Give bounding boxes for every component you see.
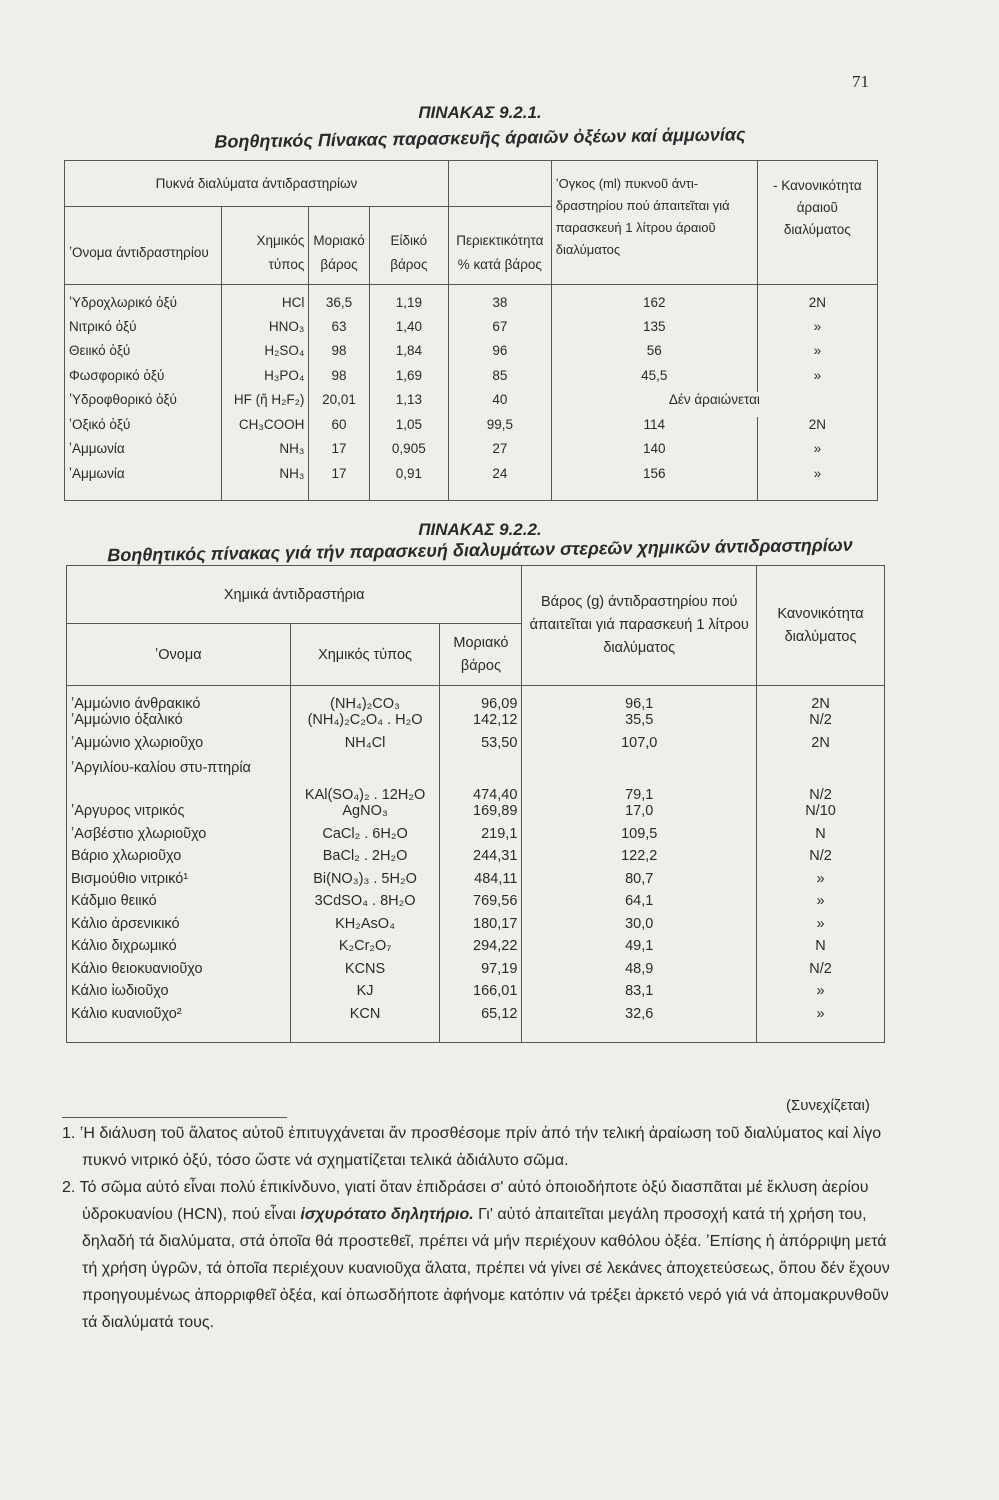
footnote-1: 1. ʽΗ διάλυση τοῦ ἅλατος αὐτοῦ ἐπιτυγχάνεται ἄν προσθέσομε πρίν ἀπό τήν τελική ἀραίωση τοῦ διαλύματος καί λίγο πυκνό νιτρικό ὀξύ, τόσο ὥστε νά σχηματίζεται τελικά ἀδιάλυτο σῶμα. [62, 1125, 882, 1169]
table-row [67, 686, 885, 713]
cell-normality: N/2 [757, 848, 885, 871]
cell-name: ʼΑσβέστιο χλωριοῦχο [67, 826, 291, 849]
cell-molar-weight: 474,40 [440, 757, 522, 803]
cell-name: Κάδμιο θειικό [67, 893, 291, 916]
cell-normality: N [757, 826, 885, 849]
footnote-2-emphasis: ἰσχυρότατο δηλητήριο. [300, 1206, 474, 1223]
cell-molar-weight: 484,11 [440, 871, 522, 894]
cell-specific-weight: 1,84 [369, 343, 448, 368]
cell-formula: K₂Cr₂O₇ [290, 938, 440, 961]
cell-name: Βάριο χλωριοῦχο [67, 848, 291, 871]
cell-name: Θειικό ὀξύ [65, 343, 222, 368]
table1 [64, 160, 878, 501]
cell-normality: N [757, 938, 885, 961]
table-row [67, 938, 885, 961]
spacer-cell [757, 1028, 885, 1042]
table1-group-header: Πυκνά διαλύματα άντιδραστηρίων [65, 161, 449, 207]
cell-content: 27 [448, 441, 551, 466]
cell-normality: » [757, 319, 877, 344]
cell-normality: » [757, 441, 877, 466]
table2-title: Βοηθητικός πίνακας γιά τήν παρασκευή διαλυμάτων στερεῶν χημικῶν άντιδραστηρίων [107, 534, 853, 566]
cell-name: Φωσφορικό ὀξύ [65, 368, 222, 393]
cell-formula: H₂SO₄ [221, 343, 309, 368]
footnote-2-text-a: 2. Τό σῶμα αὐτό εἶναι πολύ ἐπικίνδυνο, γιατί ὅταν ἐπιδράσει σ' αὐτό ὁποιοδήποτε ὀξύ διασπᾶται μέ ἔκλυση ἀερίου ὑδροκυανίου (HCN), πού εἶναι [62, 1179, 869, 1223]
cell-formula: NH₃ [221, 466, 309, 491]
cell-volume: 45,5 [551, 368, 757, 393]
cell-weight: 96,1 [522, 686, 757, 713]
table-row [67, 735, 885, 758]
cell-specific-weight: 1,19 [369, 285, 448, 319]
cell-formula: (NH₄)₂CO₃ [290, 686, 440, 713]
cell-normality: 2N [757, 417, 877, 442]
cell-normality: » [757, 466, 877, 491]
cell-molar-weight: 142,12 [440, 712, 522, 735]
table1-header-name: ʽΟνομα άντιδραστηρίου [65, 207, 222, 285]
cell-name: ʼΑμμώνιο χλωριοῦχο [67, 735, 291, 758]
cell-weight: 49,1 [522, 938, 757, 961]
cell-formula: KH₂AsO₄ [290, 916, 440, 939]
cell-normality: 2N [757, 686, 885, 713]
cell-molar-weight: 63 [309, 319, 369, 344]
table2-header-normality: Κανονικότητα διαλύματος [757, 566, 885, 686]
cell-name: Κάλιο ἰωδιοῦχο [67, 983, 291, 1006]
cell-name: ʼΑμμώνιο ὀξαλικό [67, 712, 291, 735]
cell-weight: 17,0 [522, 803, 757, 826]
cell-name: Νιτρικό ὀξύ [65, 319, 222, 344]
spacer-cell [290, 1028, 440, 1042]
table-row [67, 916, 885, 939]
cell-weight: 30,0 [522, 916, 757, 939]
cell-specific-weight: 0,905 [369, 441, 448, 466]
spacer-cell [65, 490, 222, 500]
cell-weight: 107,0 [522, 735, 757, 758]
cell-molar-weight: 17 [309, 441, 369, 466]
table-row [65, 319, 878, 344]
cell-molar-weight: 166,01 [440, 983, 522, 1006]
cell-volume: 114 [551, 417, 757, 442]
cell-molar-weight: 97,19 [440, 961, 522, 984]
table-row [67, 757, 885, 803]
cell-name: ʼΑμμώνιο άνθρακικό [67, 686, 291, 713]
table-row-spacer [65, 490, 878, 500]
cell-formula: CH₃COOH [221, 417, 309, 442]
table1-header-molar: Μοριακό βάρος [309, 207, 369, 285]
cell-formula: NH₄Cl [290, 735, 440, 758]
cell-formula: 3CdSO₄ . 8H₂O [290, 893, 440, 916]
cell-formula: KJ [290, 983, 440, 1006]
cell-weight: 83,1 [522, 983, 757, 1006]
cell-normality: 2N [757, 285, 877, 319]
cell-normality: » [757, 983, 885, 1006]
cell-content: 40 [448, 392, 551, 417]
cell-molar-weight: 60 [309, 417, 369, 442]
cell-molar-weight: 53,50 [440, 735, 522, 758]
cell-content: 24 [448, 466, 551, 491]
cell-name: Κάλιο θειοκυανιοῦχο [67, 961, 291, 984]
cell-formula: KAl(SO₄)₂ . 12H₂O [290, 757, 440, 803]
table-row [65, 466, 878, 491]
cell-weight: 79,1 [522, 757, 757, 803]
cell-molar-weight: 219,1 [440, 826, 522, 849]
cell-volume: 140 [551, 441, 757, 466]
cell-formula: (NH₄)₂C₂O₄ . H₂O [290, 712, 440, 735]
cell-formula: CaCl₂ . 6H₂O [290, 826, 440, 849]
cell-name: Κάλιο διχρωμικό [67, 938, 291, 961]
table2-header-molar: Μοριακό βάρος [440, 624, 522, 686]
table-row [65, 441, 878, 466]
cell-name: ʼΟξικό ὀξύ [65, 417, 222, 442]
cell-weight: 80,7 [522, 871, 757, 894]
cell-specific-weight: 0,91 [369, 466, 448, 491]
cell-weight: 109,5 [522, 826, 757, 849]
table2-header-formula: Χημικός τύπος [290, 624, 440, 686]
table-row [65, 285, 878, 319]
spacer-cell [309, 490, 369, 500]
cell-molar-weight: 769,56 [440, 893, 522, 916]
table-row [65, 368, 878, 393]
table-row [67, 803, 885, 826]
cell-molar-weight: 96,09 [440, 686, 522, 713]
table1-number: ΠΙΝΑΚΑΣ 9.2.1. [418, 103, 542, 122]
cell-molar-weight: 98 [309, 343, 369, 368]
cell-normality: » [757, 893, 885, 916]
cell-volume: 56 [551, 343, 757, 368]
cell-normality: N/2 [757, 712, 885, 735]
cell-name: Κάλιο άρσενικικό [67, 916, 291, 939]
cell-molar-weight: 180,17 [440, 916, 522, 939]
table-row [67, 848, 885, 871]
cell-formula: AgNO₃ [290, 803, 440, 826]
table1-header-volume: ʽΟγκος (ml) πυκνοῦ άντι-δραστηρίου πού άπαιτεῖται γιά παρασκευή 1 λίτρου άραιοῦ διαλύματος [551, 161, 757, 285]
cell-normality: » [757, 1006, 885, 1029]
cell-content: 99,5 [448, 417, 551, 442]
spacer-cell [440, 1028, 522, 1042]
table2-header-name: ʽΟνομα [67, 624, 291, 686]
cell-content: 67 [448, 319, 551, 344]
spacer-cell [757, 490, 877, 500]
spacer-cell [67, 1028, 291, 1042]
cell-formula: HNO₃ [221, 319, 309, 344]
cell-content: 38 [448, 285, 551, 319]
continued-label: (Συνεχίζεται) [786, 1097, 870, 1114]
cell-molar-weight: 65,12 [440, 1006, 522, 1029]
cell-formula: H₃PO₄ [221, 368, 309, 393]
table-row [67, 712, 885, 735]
cell-name: Κάλιο κυανιοῦχο² [67, 1006, 291, 1029]
table-row [65, 417, 878, 442]
table-row [65, 343, 878, 368]
footnotes [62, 1120, 900, 1336]
spacer-cell [522, 1028, 757, 1042]
footnote-rule [62, 1117, 287, 1118]
cell-volume: Δέν άραιώνεται [551, 392, 877, 417]
spacer-cell [221, 490, 309, 500]
cell-name: Βισμούθιο νιτρικό¹ [67, 871, 291, 894]
cell-formula: HF (ἤ H₂F₂) [221, 392, 309, 417]
cell-volume: 156 [551, 466, 757, 491]
spacer-cell [448, 490, 551, 500]
table2-group-header: Χημικά άντιδραστήρια [67, 566, 522, 624]
table-row [67, 961, 885, 984]
table2 [66, 565, 885, 1043]
cell-weight: 35,5 [522, 712, 757, 735]
cell-normality: » [757, 343, 877, 368]
cell-weight: 32,6 [522, 1006, 757, 1029]
table2-number: ΠΙΝΑΚΑΣ 9.2.2. [418, 520, 542, 539]
cell-name: ʽΥδροχλωρικό ὀξύ [65, 285, 222, 319]
table-row [67, 983, 885, 1006]
cell-normality: N/2 [757, 961, 885, 984]
table2-header-weight: Βάρος (g) άντιδραστηρίου πού άπαιτεῖται γιά παρασκευή 1 λίτρου διαλύματος [522, 566, 757, 686]
cell-name: ʼΑργιλίου-καλίου στυ-πτηρία [67, 757, 291, 803]
cell-normality: » [757, 871, 885, 894]
cell-weight: 122,2 [522, 848, 757, 871]
cell-name: ʽΑργυρος νιτρικός [67, 803, 291, 826]
cell-normality: N/10 [757, 803, 885, 826]
cell-molar-weight: 17 [309, 466, 369, 491]
table-row [65, 392, 878, 417]
table1-header-specific: Είδικό βάρος [369, 207, 448, 285]
cell-normality: 2N [757, 735, 885, 758]
cell-formula: NH₃ [221, 441, 309, 466]
cell-normality: » [757, 916, 885, 939]
cell-molar-weight: 244,31 [440, 848, 522, 871]
cell-specific-weight: 1,13 [369, 392, 448, 417]
cell-formula: Bi(NO₃)₃ . 5H₂O [290, 871, 440, 894]
cell-content: 96 [448, 343, 551, 368]
cell-formula: KCN [290, 1006, 440, 1029]
cell-specific-weight: 1,69 [369, 368, 448, 393]
cell-formula: KCNS [290, 961, 440, 984]
table-row-spacer [67, 1028, 885, 1042]
cell-formula: HCl [221, 285, 309, 319]
footnote-2 [62, 1174, 900, 1336]
cell-weight: 48,9 [522, 961, 757, 984]
footnote-2-text-b: Γι' αὐτό ἀπαιτεῖται μεγάλη προσοχή κατά τή χρήση του, δηλαδή τά διαλύματα, στά ὁποῖα θά προστεθεῖ, πρέπει νά μήν περιέχουν καθόλου ὀξέα. ʼΕπίσης ἡ ἀπόρριψη μετά τή χρήση ὑγρῶν, τά ὁποῖα περιέχουν κυανιοῦχα ἅλατα, πρέπει νά γίνει σέ λεκάνες ἀποχετεύσεως, ὅπου δέν ἔχουν προηγουμένως ἀπορριφθεῖ ὀξέα, καί ὁπωσδήποτε ἀφήνομε κατόπιν νά τρέξει ἀρκετό νερό γιά νά ἀπομακρυνθοῦν τά διαλύματά τους. [82, 1206, 890, 1331]
cell-molar-weight: 36,5 [309, 285, 369, 319]
cell-content: 85 [448, 368, 551, 393]
cell-name: ʼΑμμωνία [65, 466, 222, 491]
page-number: 71 [852, 72, 869, 91]
table1-header-normality: - Κανονικότητα άραιοῦ διαλύματος [757, 161, 877, 285]
cell-weight: 64,1 [522, 893, 757, 916]
spacer-cell [551, 490, 757, 500]
cell-volume: 135 [551, 319, 757, 344]
table1-title: Βοηθητικός Πίνακας παρασκευῆς άραιῶν ὀξέων καί ἀμμωνίας [214, 124, 746, 152]
cell-molar-weight: 294,22 [440, 938, 522, 961]
cell-volume: 162 [551, 285, 757, 319]
cell-molar-weight: 169,89 [440, 803, 522, 826]
cell-name: ʽΥδροφθορικό ὀξύ [65, 392, 222, 417]
cell-specific-weight: 1,40 [369, 319, 448, 344]
cell-molar-weight: 20,01 [309, 392, 369, 417]
spacer-cell [369, 490, 448, 500]
cell-normality: N/2 [757, 757, 885, 803]
table1-header-content: Περιεκτικότητα % κατά βάρος [448, 207, 551, 285]
table-row [67, 826, 885, 849]
cell-molar-weight: 98 [309, 368, 369, 393]
table1-header-formula: Χημικός τύπος [221, 207, 309, 285]
cell-name: ʼΑμμωνία [65, 441, 222, 466]
cell-normality: » [757, 368, 877, 393]
table-row [67, 871, 885, 894]
table-row [67, 1006, 885, 1029]
cell-formula: BaCl₂ . 2H₂O [290, 848, 440, 871]
table-row [67, 893, 885, 916]
cell-specific-weight: 1,05 [369, 417, 448, 442]
